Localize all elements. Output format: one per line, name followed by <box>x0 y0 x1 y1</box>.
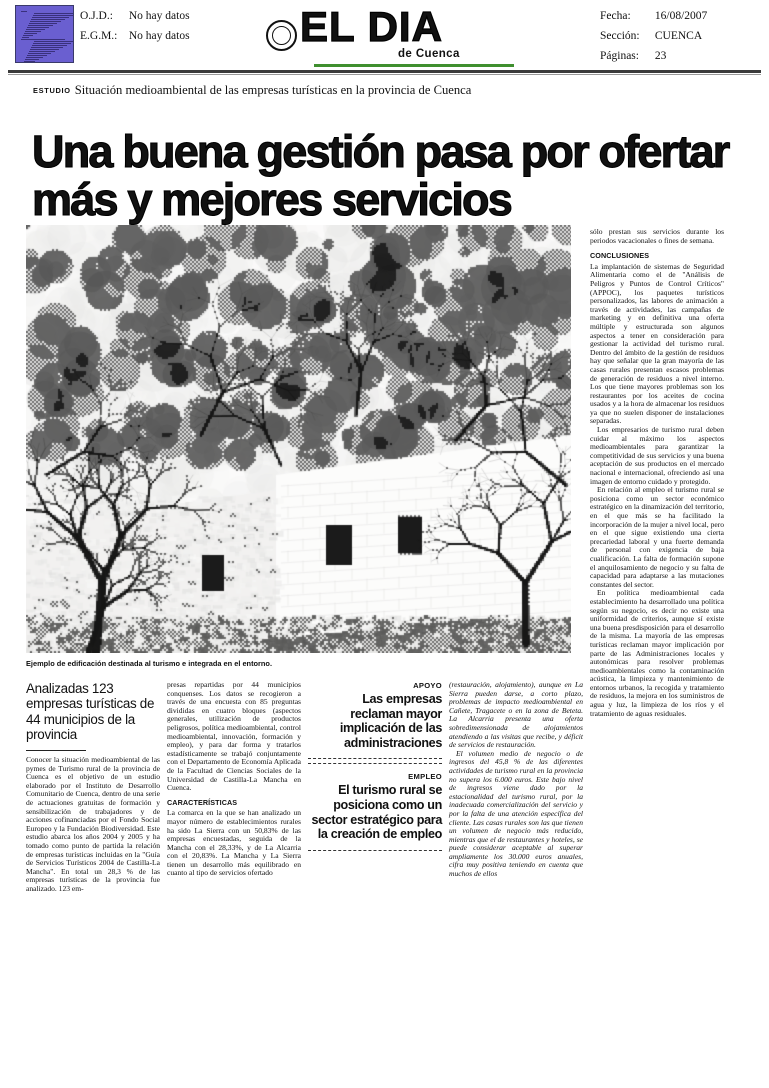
fecha-row <box>600 6 707 26</box>
seccion-value: CUENCA <box>654 30 703 42</box>
ojd-row <box>80 6 190 26</box>
dashed-divider <box>308 758 442 759</box>
egm-label: E.G.M.: <box>80 30 118 42</box>
fecha-label: Fecha: <box>600 10 631 22</box>
paragraph: La comarca en la que se han analizado un mayor número de establecimientos rurales ha sido La Sierra con un 50,83% de las empresas encuestadas, seguida de la Mancha con el 28,33%, y de La Alcarria con el 20,83%. La Mancha y La Sierra tienen un desarrollo más equilibrado en cuanto al tipo de servicios ofertado <box>167 808 301 878</box>
logo-ring-icon <box>266 20 297 51</box>
newspaper-logo <box>258 4 518 64</box>
egm-row <box>80 26 190 46</box>
article-photo <box>26 225 571 653</box>
lead-rule <box>26 750 86 751</box>
dashed-divider <box>308 850 442 851</box>
dashed-divider <box>308 763 442 764</box>
pullquote-tag: EMPLEO <box>408 772 442 782</box>
pullquote-empleo <box>308 772 442 841</box>
header-divider-thin <box>8 74 761 75</box>
egm-value: No hay datos <box>128 30 190 42</box>
header-divider <box>8 70 761 73</box>
kicker-text: Situación medioambiental de las empresas turísticas en la provincia de Cuenca <box>74 83 472 97</box>
pullquote-tag: APOYO <box>413 681 442 690</box>
seccion-label: Sección: <box>600 30 640 42</box>
paginas-label: Páginas: <box>600 50 639 62</box>
paginas-row <box>600 46 707 66</box>
ojd-label: O.J.D.: <box>80 10 113 22</box>
publication-meta <box>600 6 707 66</box>
paragraph: sólo prestan sus servicios durante los periodos vacacionales o fines de semana. <box>590 227 724 245</box>
pullquote-text: Las empresas reclaman mayor implicación de las administraciones <box>339 692 442 750</box>
paragraph: presas repartidas por 44 municipios conquenses. Los datos se recogieron a través de una encuesta con 85 preguntas divididas en cuatro bloques (aspectos generales, utilización de productos peligrosos, política medioambiental, control medioambiental, innovación, formación y empleo), y para dar forma y tratarlos estadísticamente se trabajó conjuntamente con el Departamento de Economía Aplicada de la Facultad de Ciencias Sociales de la Universidad de Castilla-La Mancha en Cuenca. <box>167 680 301 793</box>
seccion-row <box>600 26 707 46</box>
page-title: Una buena gestión pasa por ofertar más y mejores servicios <box>32 126 729 226</box>
body-column-5 <box>590 228 724 718</box>
pullquote-column <box>308 681 442 859</box>
circulation-data <box>80 6 190 46</box>
paginas-value: 23 <box>654 50 667 62</box>
body-column-1 <box>26 681 160 894</box>
body-column-4 <box>449 681 583 879</box>
pullquote-apoyo <box>308 681 442 750</box>
logo-green-bar <box>314 64 514 67</box>
body-column-2 <box>167 681 301 878</box>
page-thumbnail <box>15 5 74 63</box>
masthead <box>0 0 769 68</box>
paragraph: El volumen medio de negocio o de ingresos del 45,8 % de las diferentes actividades de turismo rural en la provincia no supera los 6.000 euros. Este bajo nivel de ingresos viene dado por la estacionalidad del turismo rural, por la inadecuada comercialización del servicio y por la falta de una atención específica del cliente. Las casas rurales son las que tienen un volumen de negocio más reducido, mientras que el de restaurantes y hoteles, se puede considerar aceptable al superar ampliamente los 30.000 euros anuales, cifra muy positiva teniendo en cuenta que muchos de ellos <box>449 748 583 879</box>
paragraph: (restauración, alojamiento), aunque en La Sierra pueden darse, a corto plazo, problemas de impacto medioambiental en Cañete, Tragacete o en la zona de Beteta. La Alcarria presenta una oferta sobredimensionada de alojamientos atendiendo a las visitas que recibe, y déficit de servicios de restauración. <box>449 680 583 750</box>
paragraph: En relación al empleo el turismo rural se posiciona como un sector económico estratégico en la dinamización del territorio, en el que más se ha facilitado la incorporación de la mujer a nivel local, pero en el que sigue existiendo una cierta precariedad laboral y una fuerte demanda de personal con exigencia de baja cualificación. La falta de formación supone el anquilosamiento de negocio y su falta de capacidad para adaptarse a las mutaciones constantes del sector. <box>590 485 724 589</box>
logo-title: EL DIA <box>300 3 443 50</box>
kicker-tag: ESTUDIO <box>33 85 71 95</box>
paragraph: Los empresarios de turismo rural deben cuidar al máximo los aspectos medioambientales para garantizar la competitividad de sus servicios y una buena aceptación de sus productos en el mercado nacional e internacional, ofreciendo así una imagen de entorno cuidado y protegido. <box>590 425 724 486</box>
subhead-caracteristicas: CARACTERÍSTICAS <box>167 797 238 807</box>
paragraph: En política medioambiental cada establecimiento ha desarrollado una política según su negocio, es decir no existe una uniformidad de criterios, aunque sí existe una buena presdisposición para el desarrollo de la misma. La mayoría de las empresas turísticas reclaman mayor implicación por parte de las Administraciones locales y autonómicas para resolver problemas medioambientales como la contaminación acústica, la limpieza y mantenimiento de entornos urbanos, la recogida y tratamiento de residuos, la mejora en los suministros de agua y luz, la limpieza de los ríos y el tratamiento de aguas residuales. <box>590 588 724 718</box>
fecha-value: 16/08/2007 <box>654 10 708 22</box>
paragraph: La implantación de sistemas de Seguridad Alimentaria como el de "Análisis de Peligros y Puntos de Control Críticos" (APPOC), los paquetes turísticos personalizados, las labores de animación a través de actividades, las campañas de marketing y en definitiva una oferta múltiple y estructurada son algunos aspectos a tener en consideración para gestionar la actividad del turismo rural. Dentro del ámbito de la gestión de residuos hay que señalar que la gran mayoría de las casas rurales presentan escasos problemas de generación de residuos a nivel interno. Los que tiene mayores problemas son los restaurantes por los aceites de cocina usados y a la hora de almacenar los residuos ya que no suelen disponer de instalaciones separadas. <box>590 261 724 426</box>
photo-caption: Ejemplo de edificación destinada al turismo e integrada en el entorno. <box>26 659 272 668</box>
subhead-conclusiones: CONCLUSIONES <box>590 251 650 261</box>
kicker <box>33 83 593 98</box>
ojd-value: No hay datos <box>128 10 190 22</box>
pullquote-text: El turismo rural se posiciona como un sector estratégico para la creación de empleo <box>311 783 442 842</box>
logo-subtitle: de Cuenca <box>398 48 460 60</box>
paragraph: Conocer la situación medioambiental de las pymes de Turismo rural de la provincia de Cuenca es el objetivo de un estudio elaborado por el Instituto de Desarrollo Comunitario de Cuenca, dentro de una serie de actuaciones gratuitas de formación y sensibilización de trabajadores y de acciones cofinanciadas por el Fondo Social Europeo y la Fundación Biodiversidad. Este estudio abarca los años 2004 y 2005 y ha tomado como punto de partida la relación de empresas turísticas incluidas en la "Guía de Servicios Turísticos 2004 de Castilla-La Mancha". En total un 28,3 % de las empresas turísticas de la provincia fue analizado. 123 em- <box>26 755 160 893</box>
column1-lead: Analizadas 123 empresas turísticas de 44 municipios de la provincia <box>26 681 155 743</box>
